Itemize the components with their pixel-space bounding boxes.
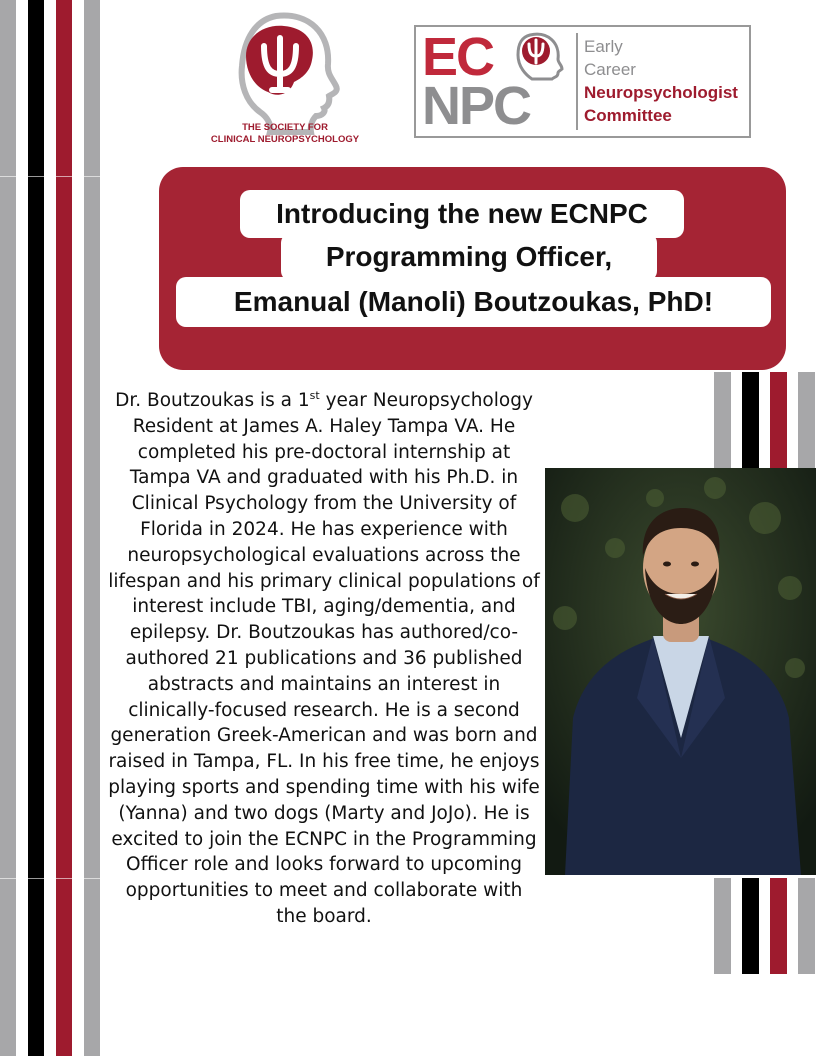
- scn-line1: THE SOCIETY FOR: [242, 122, 328, 133]
- right-stripes-bottom: [714, 878, 816, 974]
- right-stripes-top: [714, 372, 816, 468]
- bio-body: year Neuropsychology Resident at James A. Haley Tampa VA. He completed his pre-doctoral internship at Tampa VA and graduated with his Ph.D. in Clinical Psychology from the University of Florida in 2024. He has experience with neuropsychological evaluations across the lifespan and his primary clinical populations of interest include TBI, aging/dementia, and epilepsy. Dr. Boutzoukas has authored/co-authored 21 publications and 36 published abstracts and maintains an interest in clinically-focused research. He is a second generation Greek-American and was born and raised in Tampa, FL. In his free time, he enjoys playing sports and spending time with his wife (Yanna) and two dogs (Marty and JoJo). He is excited to join the ECNPC in the Programming Officer role and looks forward to upcoming opportunities to meet and collaborate with the board.: [108, 390, 540, 927]
- ecnpc-line1: Early: [584, 37, 623, 56]
- stripe-gray: [84, 0, 100, 1056]
- left-stripes: [0, 0, 102, 1056]
- ecnpc-line3: Neuropsychologist: [584, 83, 738, 102]
- bio-paragraph: [108, 388, 540, 930]
- bio-start: Dr. Boutzoukas is a 1: [115, 390, 310, 411]
- portrait-photo: [545, 468, 816, 875]
- stripe-gray: [714, 878, 731, 974]
- stripe-red: [770, 878, 787, 974]
- ecnpc-name: [584, 35, 738, 127]
- bio-superscript: st: [309, 388, 320, 402]
- stripe-gray: [0, 0, 16, 1056]
- stripe-red: [56, 0, 72, 1056]
- stripe-black: [28, 0, 44, 1056]
- stripe-gray: [798, 878, 815, 974]
- stripe-seam: [0, 878, 102, 879]
- title-line-3: Emanual (Manoli) Boutzoukas, PhD!: [176, 277, 771, 327]
- ecnpc-line2: Career: [584, 60, 636, 79]
- ecnpc-line4: Committee: [584, 106, 672, 125]
- title-line-2: Programming Officer,: [281, 233, 657, 281]
- stripe-black: [742, 372, 759, 468]
- stripe-red: [770, 372, 787, 468]
- stripe-gray: [714, 372, 731, 468]
- stripe-seam: [0, 176, 102, 177]
- scn-name: [190, 122, 380, 146]
- ecnpc-ec: EC: [422, 27, 494, 87]
- ecnpc-npc: NPC: [422, 76, 531, 136]
- logo-divider: [576, 33, 578, 130]
- stripe-black: [742, 878, 759, 974]
- title-line-1: Introducing the new ECNPC: [240, 190, 684, 238]
- ecnpc-logo: [414, 25, 751, 138]
- stripe-gray: [798, 372, 815, 468]
- scn-line2: CLINICAL NEUROPSYCHOLOGY: [210, 134, 360, 145]
